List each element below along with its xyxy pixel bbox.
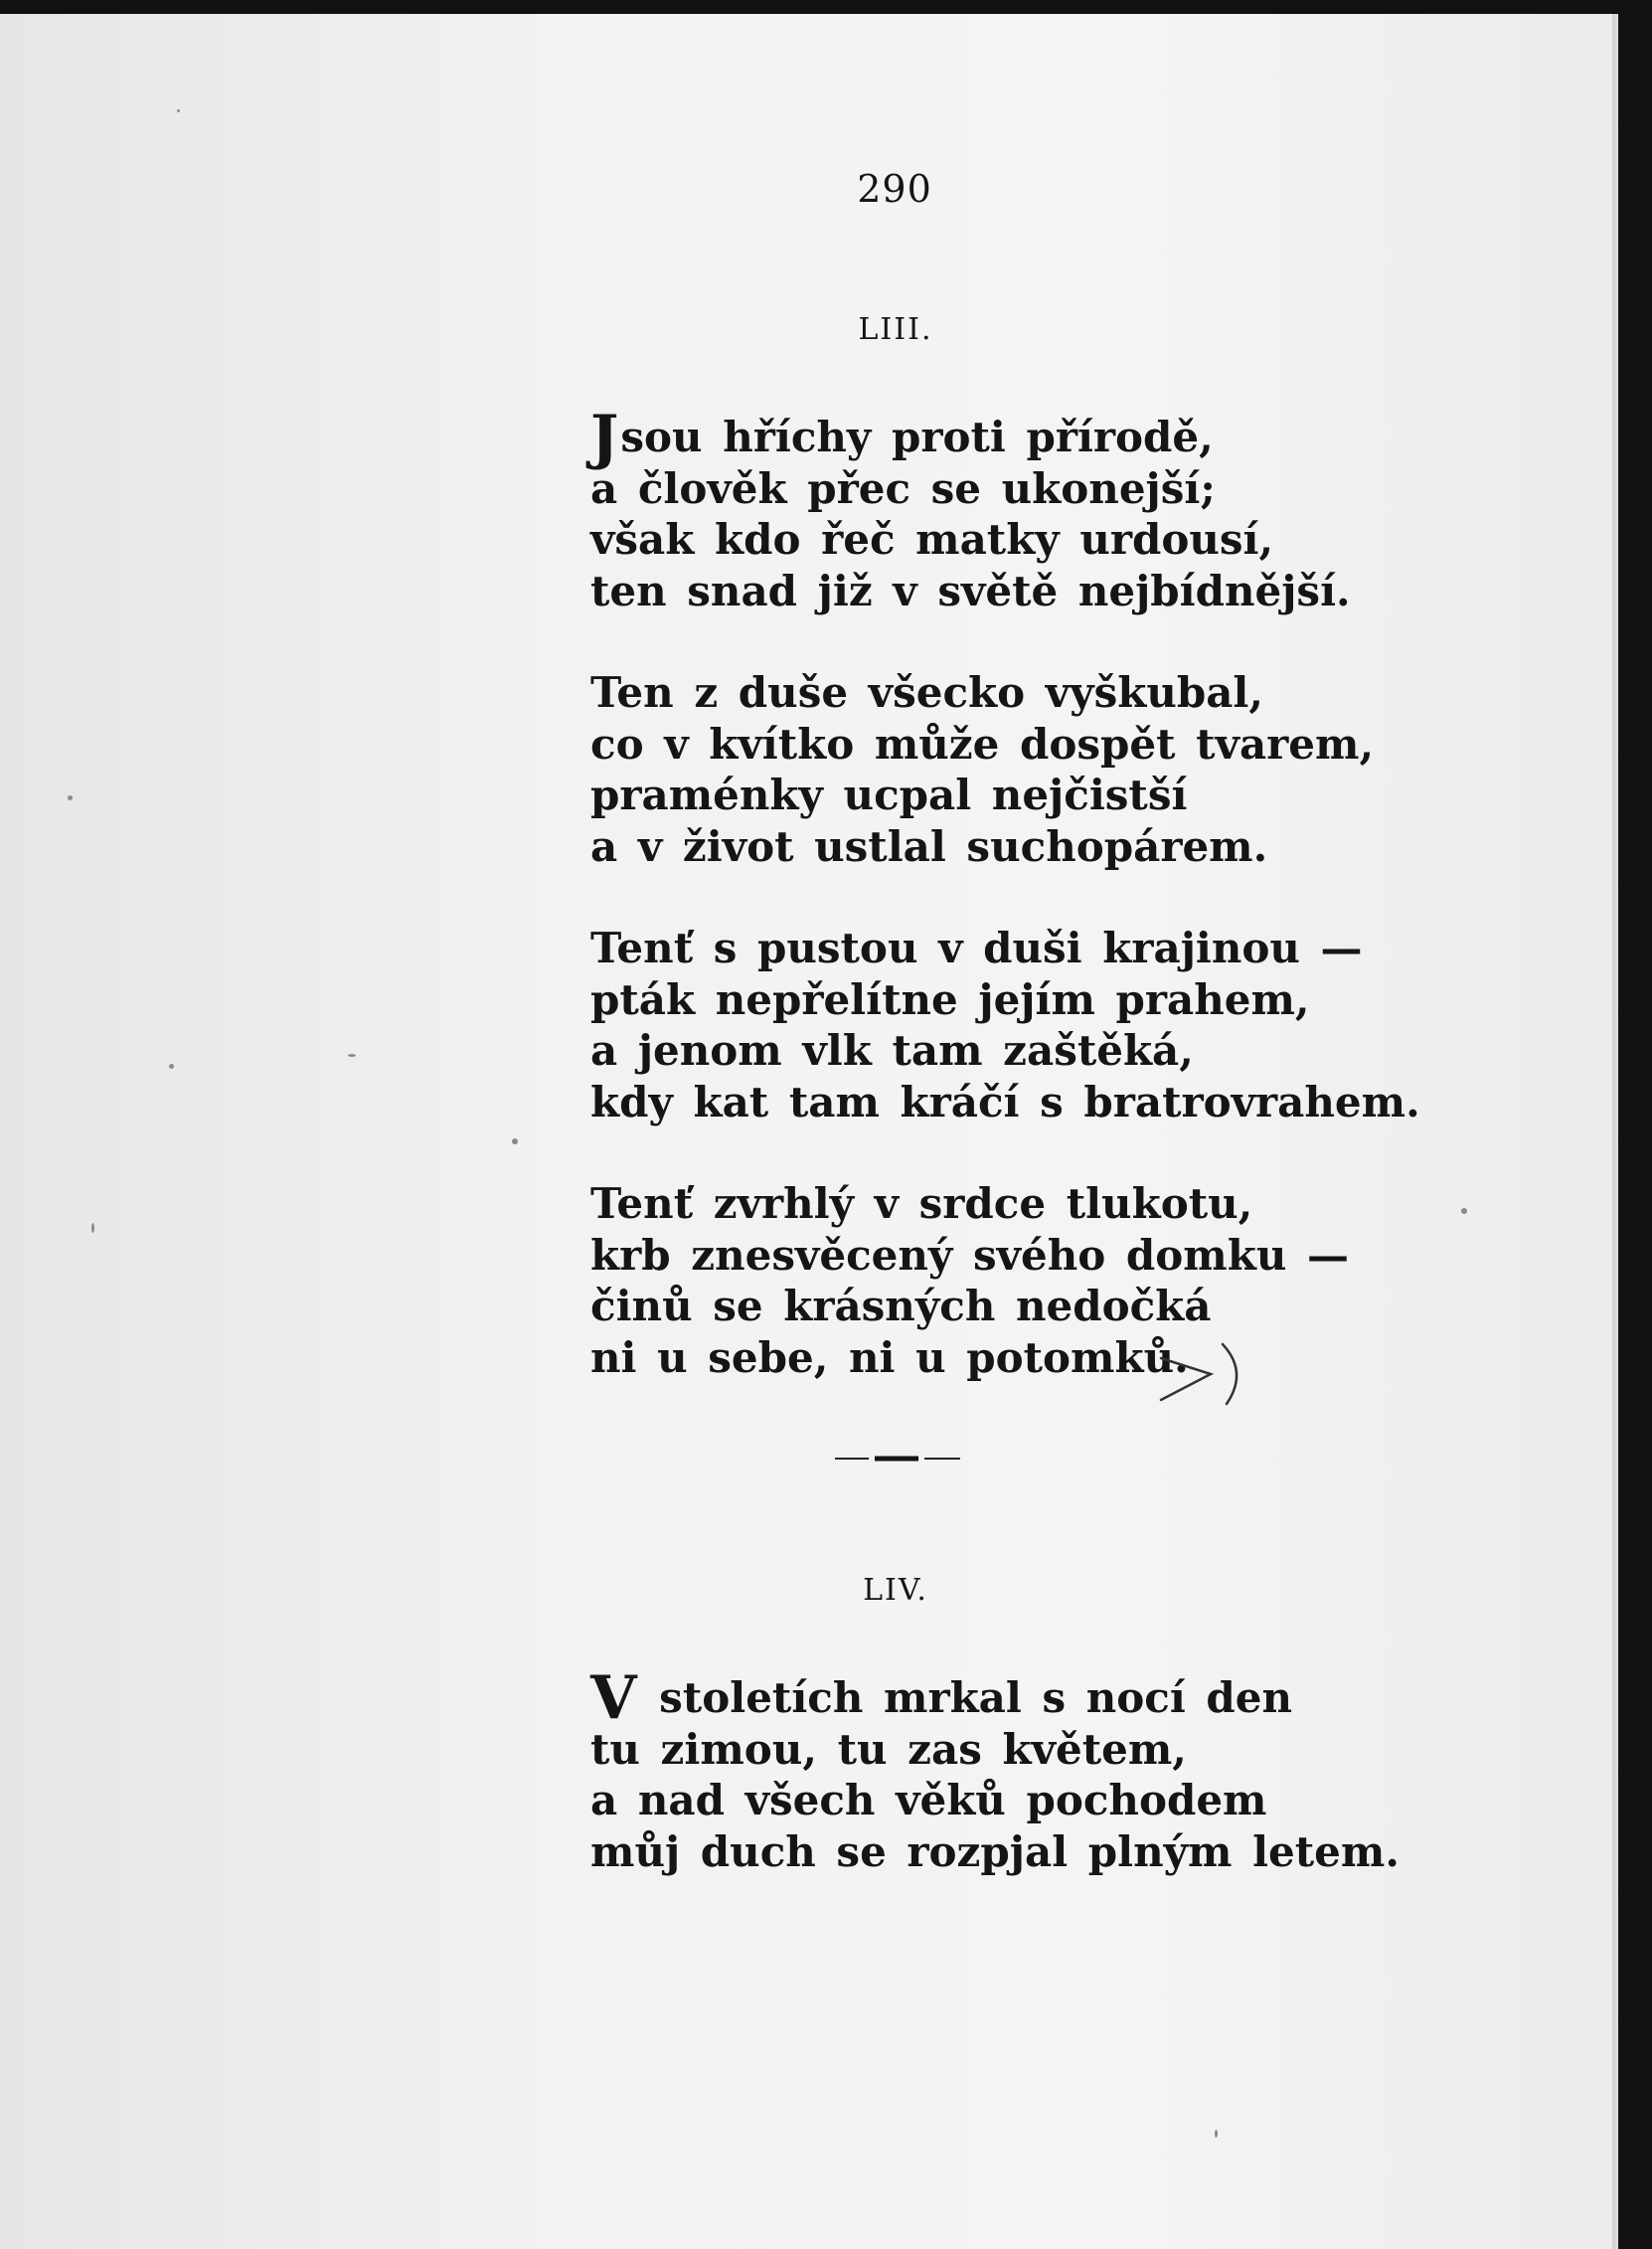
poem-line: můj duch se rozpjal plným letem.: [590, 1826, 1400, 1876]
page-number: 290: [857, 167, 932, 211]
poem-line: pták nepřelítne jejím prahem,: [590, 974, 1310, 1024]
dust-speck: [512, 1138, 518, 1144]
poem-liii: [590, 403, 1420, 1434]
dust-speck: [169, 1064, 174, 1069]
stanza-3: [590, 923, 1420, 1127]
pencil-annotation-mark: [1153, 1340, 1252, 1408]
stanza-2: [590, 667, 1375, 872]
poem-line: kdy kat tam kráčí s bratrovrahem.: [590, 1077, 1420, 1126]
poem-line: krb znesvěcený svého domku —: [590, 1230, 1349, 1280]
poem-line: Tenť zvrhlý v srdce tlukotu,: [590, 1179, 1253, 1228]
poem-line: Jsou hříchy proti přírodě,: [590, 403, 1214, 472]
poem-line: a v život ustlal suchopárem.: [590, 821, 1268, 871]
poem-line: ten snad již v světě nejbídnější.: [590, 566, 1351, 615]
poem-line: a nad všech věků pochodem: [590, 1776, 1267, 1824]
dust-speck: [177, 109, 180, 112]
poem-line: ni u sebe, ni u potomků.: [590, 1332, 1189, 1382]
dust-speck: [91, 1223, 94, 1233]
poem-line: tu zimou, tu zas květem,: [590, 1724, 1187, 1774]
stanza-1: [590, 403, 1351, 616]
dust-speck: [348, 1054, 356, 1057]
poem-line: a jenom vlk tam zaštěká,: [590, 1026, 1194, 1075]
poem-line: praménky ucpal nejčistší: [590, 771, 1188, 819]
poem-liv: [590, 1663, 1400, 1928]
dust-speck: [1215, 2130, 1218, 2138]
poem-line: a člověk přec se ukonejší;: [590, 463, 1216, 513]
section-heading-liii: LIII.: [858, 312, 933, 347]
drop-cap: J: [590, 403, 619, 472]
drop-cap: V: [590, 1663, 637, 1733]
poem-line: co v kvítko může dospět tvarem,: [590, 719, 1375, 769]
section-divider-ornament: [835, 1456, 960, 1462]
poem-line: Tenť s pustou v duši krajinou —: [590, 924, 1363, 972]
stanza-1: [590, 1663, 1400, 1877]
poem-line: však kdo řeč matky urdousí,: [590, 515, 1274, 564]
poem-line: činů se krásných nedočká: [590, 1282, 1212, 1330]
poem-line: V stoletích mrkal s nocí den: [590, 1663, 1293, 1733]
section-heading-liv: LIV.: [863, 1573, 928, 1608]
scan-border-top: [0, 0, 1652, 14]
dust-speck: [1461, 1208, 1467, 1214]
dust-speck: [68, 795, 73, 800]
poem-line: Ten z duše všecko vyškubal,: [590, 668, 1264, 717]
